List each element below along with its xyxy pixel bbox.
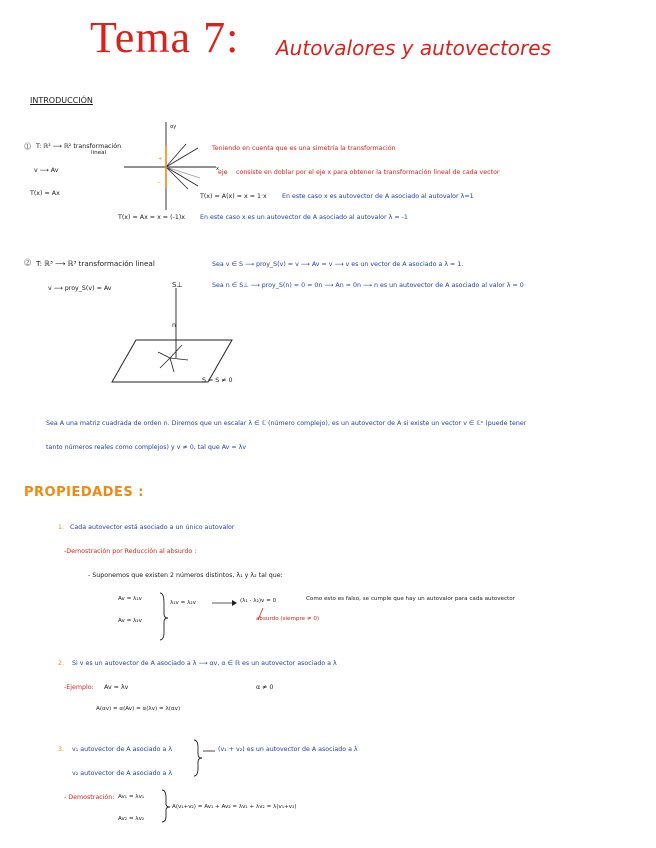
ex1-note-red2: consiste en doblar por el eje x para obtener la transformación lineal de cada vector [236,169,500,176]
ex1-axis-tick-label: αy [170,124,177,130]
ex1-v-line: v ⟶ Av [34,167,59,174]
p3-brace [194,740,202,776]
ex1-map: T: ℝ² ⟶ ℝ² transformación [36,143,122,150]
ex2-plane-label: S = S ≠ 0 [202,377,233,384]
ex1-axis-label: eje [218,169,228,176]
ex1-lineal: lineal [91,150,107,156]
p3-result: (v₁ + v₂) es un autovector de A asociado a λ [218,746,358,753]
p2-example-eq: Av = λv [104,684,129,691]
ex1-tx: T(x) = Ax [30,190,60,197]
p3-demo-label: - Demostración: [64,794,115,801]
p3-derivation: A(v₁+v₂) = Av₁ + Av₂ = λv₁ + λv₂ = λ(v₁+v₂) [172,804,297,810]
ex1-vector-up [166,148,198,167]
ex1-t-eq2: T(x) = Ax = x = (-1)x [118,214,186,221]
p3-demo-brace [162,790,170,822]
p3-number: 3. [58,746,65,753]
ex2-v-line: v ⟶ proy_S(v) = Av [48,285,112,292]
ex2-n-label: n [172,322,176,329]
p1-eq-b: Av = λ₂v [118,618,142,624]
ex1-note-blue2: En este caso x es un autovector de A asociado al autovalor λ = -1 [200,214,408,221]
ex1-vector-a [166,144,186,167]
properties-heading: PROPIEDADES : [24,485,144,500]
definition-line-2: tanto números reales como complejos) y v ≠ 0, tal que Av = λv [46,444,247,451]
p3-eq-a: Av₁ = λv₁ [118,794,145,800]
p3-text1: v₁ autovector de A asociado a λ [72,746,173,753]
ex2-vector-2 [158,352,170,358]
p2-text: Si v es un autovector de A asociado a λ ⟶ αv, α ∈ ℝ es un autovector asociado a λ [72,660,337,667]
p2-number: 2. [58,660,65,667]
ex2-note1: Sea v ∈ S ⟶ proy_S(v) = v ⟶ Av = v ⟶ v es un vector de A asociado a λ = 1. [212,261,464,268]
ex1-t-eq1: T(x) = A(x) = x = 1·x [200,193,267,200]
p1-eq-d: (λ₁ - λ₂)v = 0 [240,598,277,604]
page-title: Tema 7: [90,13,240,62]
p1-suppose: - Suponemos que existen 2 números distintos, λ₁ y λ₂ tal que: [88,572,283,579]
p1-conclusion: Como esto es falso, se cumple que hay un autovalor para cada autovector [306,596,515,602]
ex2-plane [112,340,232,382]
p1-brace [160,593,168,640]
ex1-plus-label: + [158,156,163,162]
p3-eq-b: Av₂ = λv₂ [118,816,145,822]
p2-derivation: A(αv) = α(Av) = α(λv) = λ(αv) [96,706,181,712]
p2-alpha: α ≠ 0 [256,684,274,691]
ex2-vector-4 [170,358,174,372]
p1-number: 1. [58,524,65,531]
ex1-note-blue1: En este caso x es autovector de A asociado al autovalor λ=1 [282,193,474,200]
p3-text2: v₂ autovector de A asociado a λ [72,770,173,777]
definition-line-1: Sea A una matriz cuadrada de orden n. Diremos que un escalar λ ∈ ℂ (número complejo), es un autovector de A si existe un vector v ∈ ℂⁿ (puede tener [46,420,527,427]
ex1-x-tick-label: x [216,166,219,172]
ex2-number: ⓶ [24,258,32,267]
ex2-vector-3 [170,358,188,360]
ex1-note-red: Teniendo en cuenta que es una simetría la transformación [212,145,396,152]
p1-text: Cada autovector está asociado a un único autovalor [70,524,235,531]
ex1-number: ⓵ [24,142,32,151]
intro-heading: INTRODUCCIÓN [30,96,93,105]
p1-eq-a: Av = λ₁v [118,596,142,602]
ex2-vector-5 [160,358,170,368]
ex2-s-perp: S⊥ [172,280,183,289]
p1-eq-e: absurdo (siempre ≠ 0) [256,616,320,622]
p1-arrowhead [232,600,237,606]
p1-eq-c: λ₁v = λ₂v [170,600,196,606]
ex2-note2: Sea n ∈ S⊥ ⟶ proy_S(n) = 0 = 0n ⟶ An = 0n ⟶ n es un autovector de A asociado al valor λ = 0 [212,282,524,289]
ex2-map: T: ℝ³ ⟶ ℝ³ transformación lineal [36,259,155,268]
p1-demo: -Demostración por Reducción al absurdo : [64,548,197,555]
p2-example-label: -Ejemplo: [64,684,94,691]
page-subtitle: Autovalores y autovectores [276,36,551,60]
ex1-minus-label: − [157,180,162,186]
